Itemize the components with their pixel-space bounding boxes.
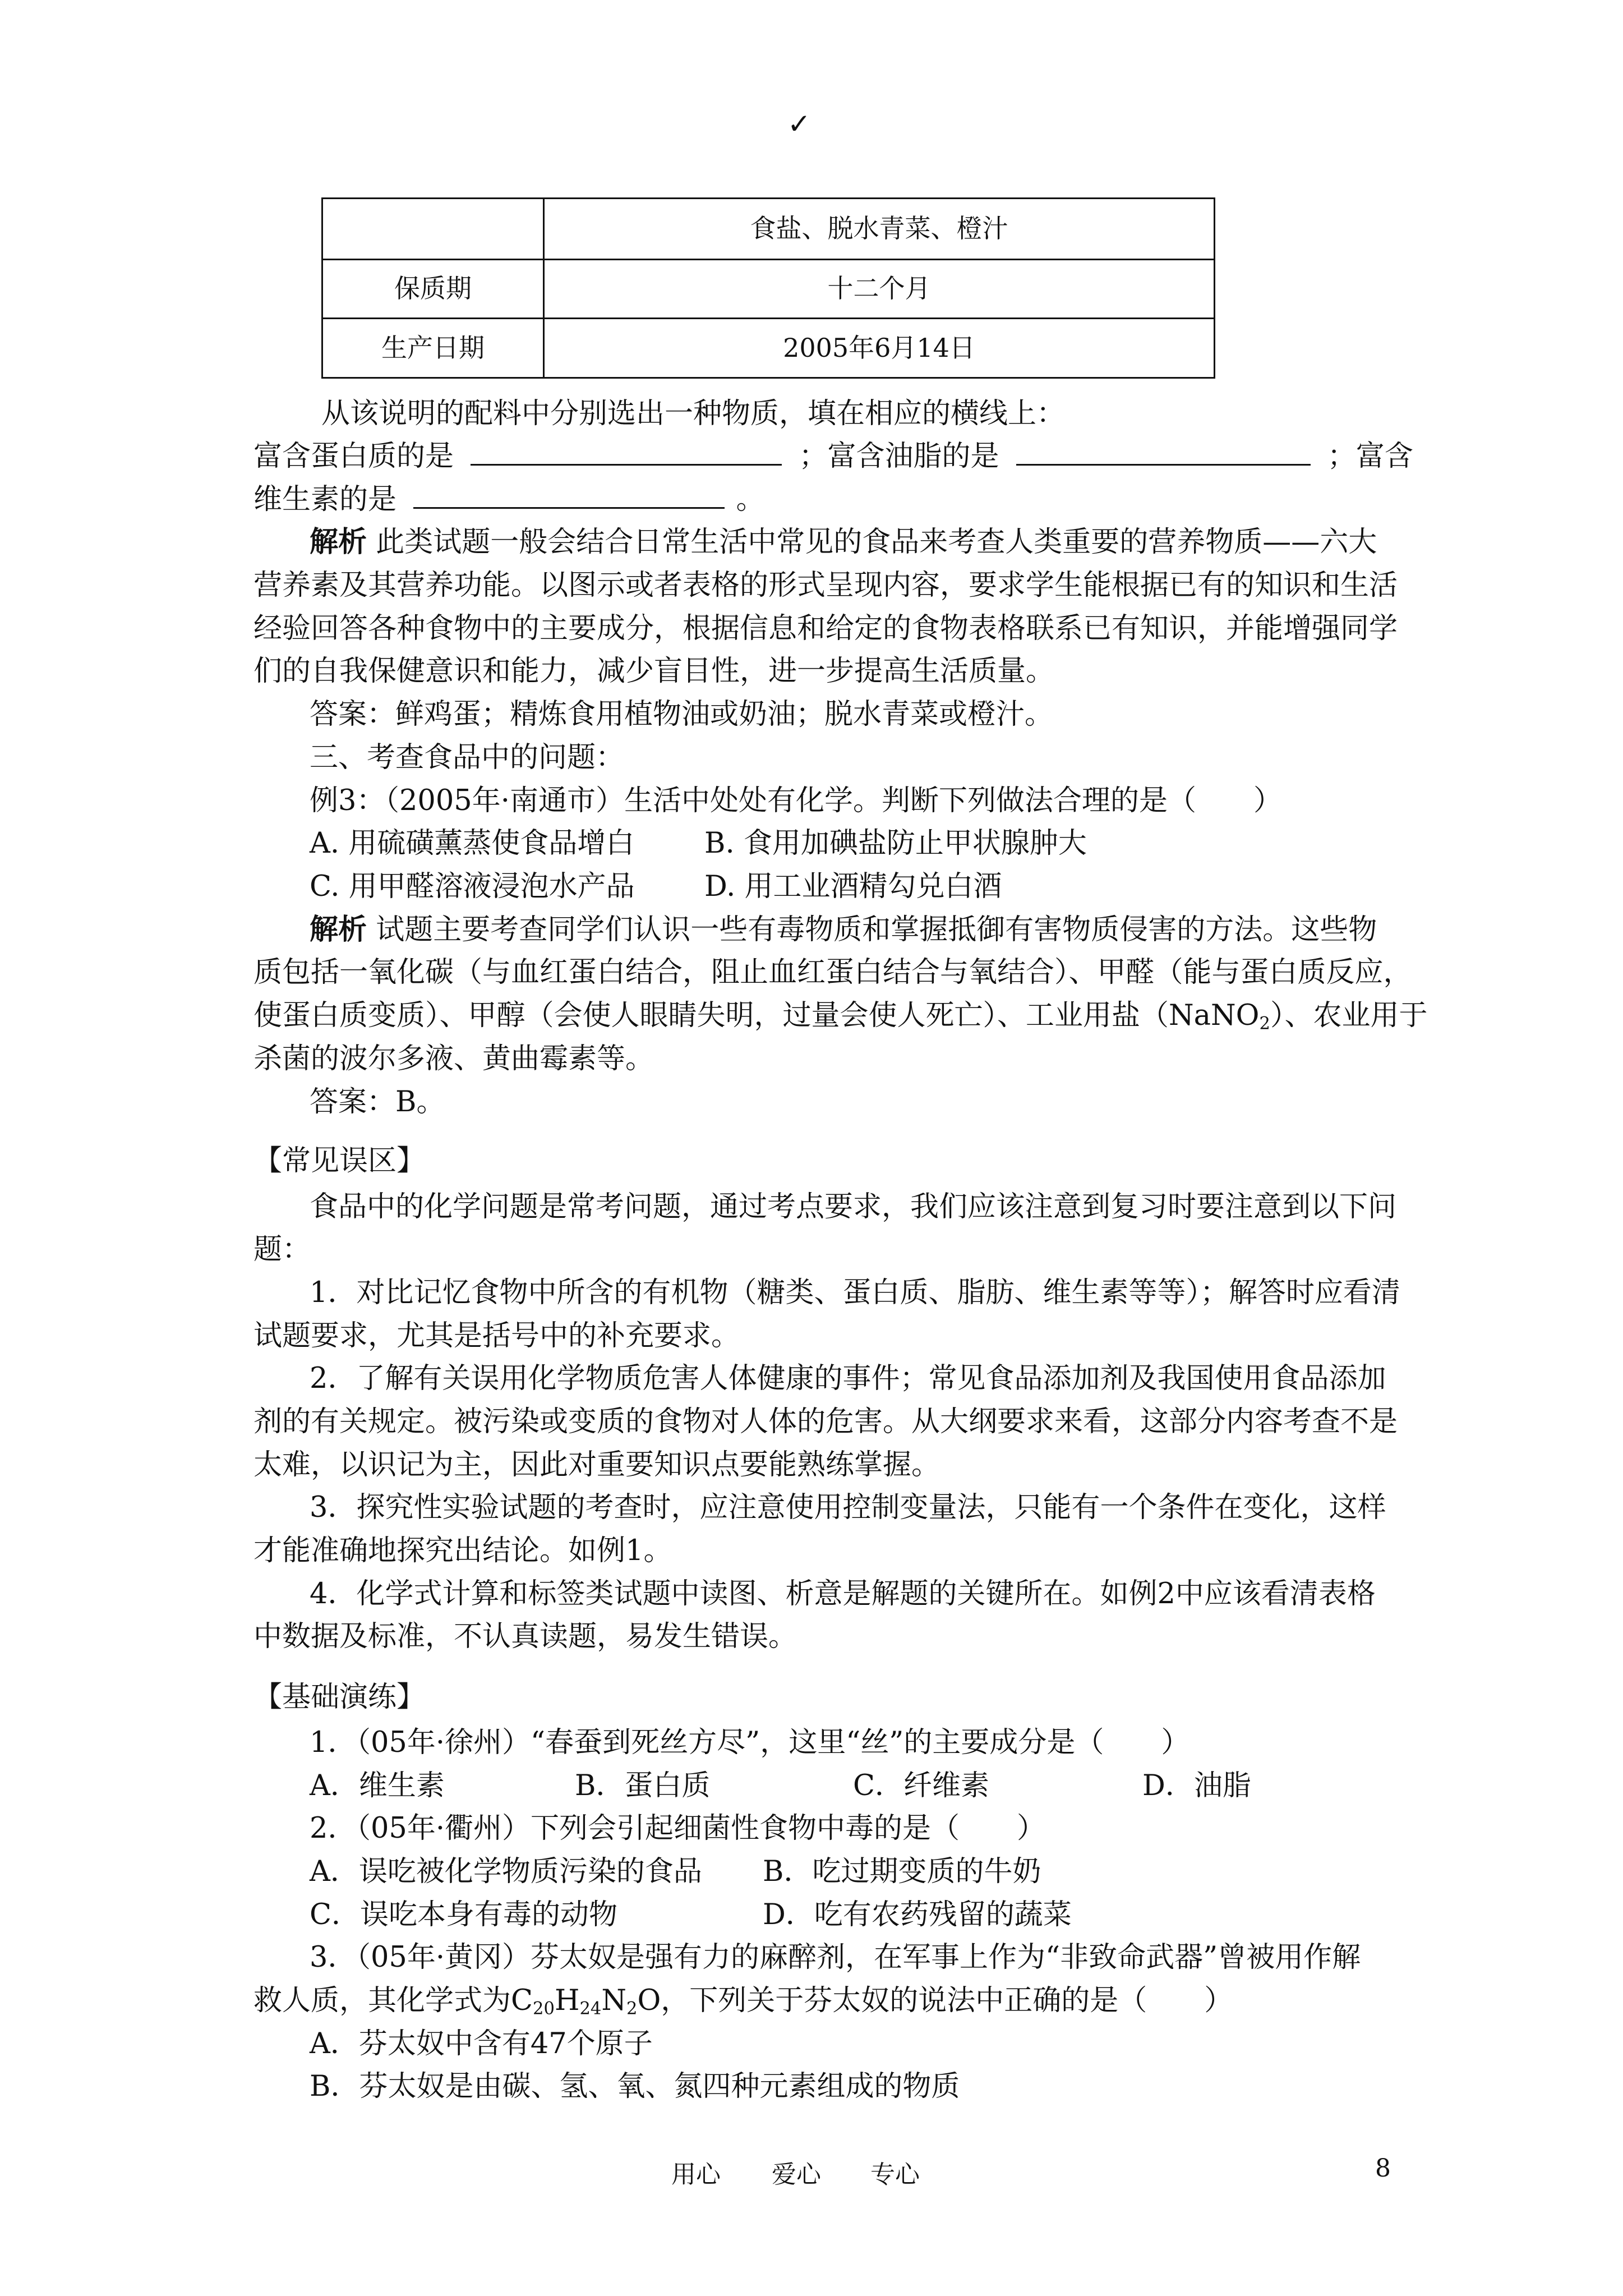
option-d: D. 用工业酒精勾兑白酒 (704, 870, 1002, 903)
mistakes-intro: 题： (253, 1233, 311, 1266)
answer-blank[interactable] (1016, 463, 1311, 466)
analysis-text: 此类试题一般会结合日常生活中常见的食品来考查人类重要的营养物质——六大 (376, 526, 1377, 559)
fill-prompt: 维生素的是 (253, 483, 397, 516)
q3-option-a: A．芬太奴中含有47个原子 (310, 2027, 653, 2060)
fill-end: 。 (736, 483, 765, 516)
fill-prompt: 富含蛋白质的是 (253, 440, 454, 473)
subscript: 2 (626, 1999, 638, 2019)
section-heading: 三、考查食品中的问题： (310, 741, 625, 774)
analysis-label: 解析 (310, 913, 367, 946)
ex2-fill-line-2 (253, 482, 764, 517)
mistake-point-2: 2．了解有关误用化学物质危害人体健康的事件；常见食品添加剂及我国使用食品添加 (310, 1362, 1386, 1395)
answer-blank[interactable] (413, 507, 725, 509)
ex2-fill-line-1 (253, 439, 1413, 473)
footer-motto-1: 用心 (671, 2160, 721, 2189)
mistakes-heading: 【常见误区】 (253, 1144, 426, 1177)
footer-motto-3: 专心 (870, 2160, 920, 2189)
q2-option-c: C．误吃本身有毒的动物 (310, 1898, 618, 1931)
q1-option-a: A．维生素 (310, 1769, 445, 1802)
fill-prompt: ；富含 (1327, 440, 1413, 473)
ex2-analysis-line: 们的自我保健意识和能力，减少盲目性，进一步提高生活质量。 (253, 655, 1055, 688)
formula-element: H (554, 1984, 580, 2017)
page-number: 8 (1375, 2154, 1391, 2183)
q3-option-b: B．芬太奴是由碳、氢、氧、氮四种元素组成的物质 (310, 2070, 960, 2103)
q1-stem: 1．（05年·徐州）“春蚕到死丝方尽”，这里“丝”的主要成分是（ ） (310, 1726, 1190, 1759)
mistake-point-2: 太难，以识记为主，因此对重要知识点要能熟练掌握。 (253, 1448, 940, 1481)
analysis-text: ）、农业用于 (1270, 999, 1428, 1032)
answer-blank[interactable] (471, 463, 782, 466)
ex3-answer: 答案：B。 (310, 1085, 445, 1119)
table-row (322, 199, 1215, 260)
ex2-analysis-line: 经验回答各种食物中的主要成分，根据信息和给定的食物表格联系已有知识，并能增强同学 (253, 612, 1398, 645)
ex2-question: 从该说明的配料中分别选出一种物质，填在相应的横线上： (321, 397, 1066, 430)
mistakes-intro: 食品中的化学问题是常考问题，通过考点要求，我们应该注意到复习时要注意到以下问 (310, 1190, 1397, 1223)
q1-option-d: D．油脂 (1142, 1769, 1251, 1802)
q1-option-c: C．纤维素 (853, 1769, 990, 1802)
table-cell-label: 生产日期 (322, 319, 544, 378)
table-cell-value: 十二个月 (544, 260, 1215, 319)
mistake-point-1: 1．对比记忆食物中所含的有机物（糖类、蛋白质、脂肪、维生素等等）；解答时应看清 (310, 1276, 1400, 1309)
mistake-point-3: 才能准确地探究出结论。如例1。 (253, 1534, 672, 1567)
mistake-point-3: 3．探究性实验试题的考查时，应注意使用控制变量法，只能有一个条件在变化，这样 (310, 1491, 1386, 1524)
option-c: C. 用甲醛溶液浸泡水产品 (310, 870, 635, 903)
ex2-analysis-line (310, 525, 1377, 559)
q2-option-a: A．误吃被化学物质污染的食品 (310, 1855, 702, 1888)
fill-prompt: ；富含油脂的是 (799, 440, 999, 473)
ex3-analysis-line (253, 999, 1427, 1034)
footer-motto-2: 爱心 (772, 2160, 821, 2189)
option-a: A. 用硫磺薰蒸使食品增白 (310, 827, 635, 860)
ex3-analysis-line (310, 913, 1377, 947)
table-row (322, 260, 1215, 319)
subscript: 2 (1259, 1014, 1270, 1034)
option-b: B. 食用加碘盐防止甲状腺肿大 (704, 827, 1087, 860)
table-row (322, 319, 1215, 378)
q2-option-b: B．吃过期变质的牛奶 (763, 1855, 1041, 1888)
analysis-text: 使蛋白质变质）、甲醇（会使人眼睛失明，过量会使人死亡）、工业用盐（NaNO (253, 999, 1260, 1032)
q2-stem: 2．（05年·衢州）下列会引起细菌性食物中毒的是（ ） (310, 1812, 1046, 1845)
ex2-answer: 答案：鲜鸡蛋；精炼食用植物油或奶油；脱水青菜或橙汁。 (310, 698, 1054, 731)
table-cell-value: 2005年6月14日 (544, 319, 1215, 378)
q3-stem: 3．（05年·黄冈）芬太奴是强有力的麻醉剂，在军事上作为“非致命武器”曾被用作解 (310, 1941, 1361, 1974)
analysis-label: 解析 (310, 525, 367, 559)
practice-heading: 【基础演练】 (253, 1681, 426, 1714)
ex3-question: 例3：（2005年·南通市）生活中处处有化学。判断下列做法合理的是（ ） (310, 784, 1282, 817)
q3-stem-text: O，下列关于芬太奴的说法中正确的是（ ） (637, 1984, 1233, 2017)
check-mark: ✓ (787, 108, 811, 140)
mistake-point-2: 剂的有关规定。被污染或变质的食物对人体的危害。从大纲要求来看，这部分内容考查不是 (253, 1405, 1398, 1438)
analysis-text: 试题主要考查同学们认识一些有毒物质和掌握抵御有害物质侵害的方法。这些物 (376, 913, 1377, 946)
mistake-point-4: 中数据及标准，不认真读题，易发生错误。 (253, 1620, 797, 1653)
ex3-analysis-line: 杀菌的波尔多液、黄曲霉素等。 (253, 1042, 654, 1075)
ex3-analysis-line: 质包括一氧化碳（与血红蛋白结合，阻止血红蛋白结合与氧结合）、甲醛（能与蛋白质反应， (253, 956, 1412, 989)
q3-stem-text: 救人质，其化学式为C (253, 1984, 533, 2017)
table-cell-label: 保质期 (322, 260, 544, 319)
q2-option-d: D．吃有农药残留的蔬菜 (763, 1898, 1072, 1931)
subscript: 20 (533, 1999, 555, 2019)
product-label-table (321, 197, 1215, 379)
q3-stem (253, 1984, 1233, 2019)
table-cell-label (322, 199, 544, 260)
ex2-analysis-line: 营养素及其营养功能。以图示或者表格的形式呈现内容，要求学生能根据已有的知识和生活 (253, 569, 1398, 602)
mistake-point-4: 4．化学式计算和标签类试题中读图、析意是解题的关键所在。如例2中应该看清表格 (310, 1577, 1376, 1611)
table-cell-value: 食盐、脱水青菜、橙汁 (544, 199, 1215, 260)
mistake-point-1: 试题要求，尤其是括号中的补充要求。 (253, 1319, 740, 1352)
q1-option-b: B．蛋白质 (575, 1769, 711, 1802)
formula-element: N (601, 1984, 627, 2017)
subscript: 24 (579, 1999, 602, 2019)
